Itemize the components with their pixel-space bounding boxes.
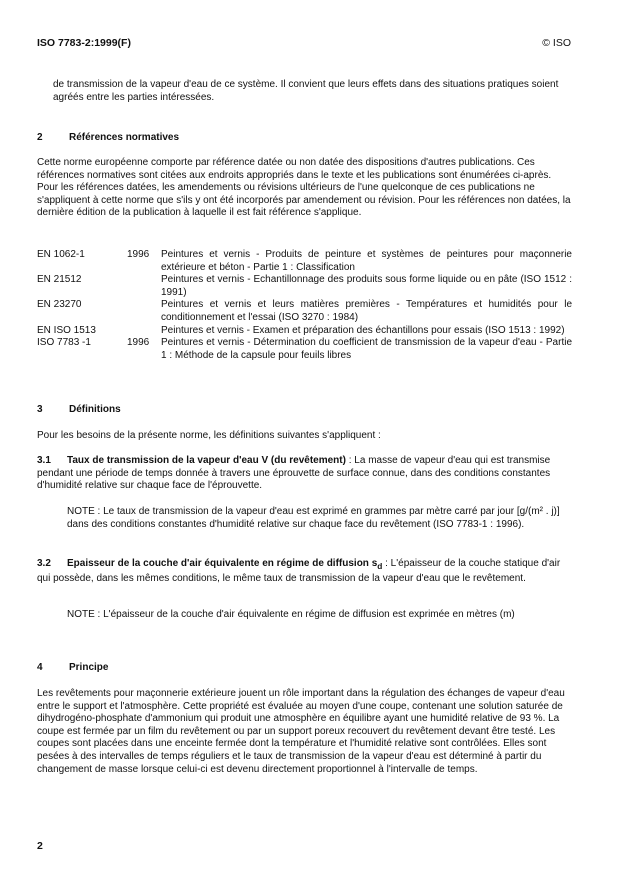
definition-text: : La masse de vapeur d'eau qui est transmise pendant une période de temps donnée à travers une éprouvette de surface connue, dans des conditions constantes d'humidité relative sur chaque face de l'éprouvette. xyxy=(37,455,551,492)
reference-code: EN 1062-1 xyxy=(37,249,85,260)
definition-term-subscript: d xyxy=(377,561,383,571)
section-number: 4 xyxy=(37,662,43,673)
definition-term: Epaisseur de la couche d'air équivalente en régime de diffusion s xyxy=(67,558,378,569)
section-title: Références normatives xyxy=(69,132,180,143)
reference-title: Peintures et vernis - Echantillonnage des produits sous forme liquide ou en pâte (ISO 1512 : 1991) xyxy=(161,274,572,298)
reference-title: Peintures et vernis - Détermination du coefficient de transmission de la vapeur d'eau - Partie 1 : Méthode de la capsule pour feuils libres xyxy=(161,337,572,361)
section-title: Définitions xyxy=(69,404,121,415)
intro-continuation: de transmission de la vapeur d'eau de ce système. Il convient que leurs effets dans des situations pratiques soient agréés entre les parties intéressées. xyxy=(53,79,559,103)
section-3-heading xyxy=(37,404,121,415)
reference-item xyxy=(37,299,572,324)
note-3-2: NOTE : L'épaisseur de la couche d'air équivalente en régime de diffusion est exprimée en mètres (m) xyxy=(67,609,515,620)
definition-number: 3.1 xyxy=(37,455,51,466)
section-title: Principe xyxy=(69,662,109,673)
reference-item xyxy=(37,274,572,299)
definition-term: Taux de transmission de la vapeur d'eau V (du revêtement) xyxy=(67,455,346,466)
reference-item xyxy=(37,337,572,362)
definition-3-2 xyxy=(37,558,572,585)
section-number: 3 xyxy=(37,404,43,415)
reference-title: Peintures et vernis et leurs matières premières - Températures et humidités pour le conditionnement et l'essai (ISO 3270 : 1984) xyxy=(161,299,572,323)
page-number: 2 xyxy=(37,840,43,852)
reference-title: Peintures et vernis - Examen et préparation des échantillons pour essais (ISO 1513 : 1992) xyxy=(161,324,565,336)
section-number: 2 xyxy=(37,132,43,143)
reference-code: ISO 7783 -1 xyxy=(37,337,91,349)
reference-year xyxy=(127,274,161,299)
reference-year xyxy=(127,325,161,338)
section-4-body: Les revêtements pour maçonnerie extérieure jouent un rôle important dans la régulation des échanges de vapeur d'eau entre le support et l'atmosphère. Cette propriété est évaluée au moyen d'une coupe, contenant une solution saturée de dihydrogéno-phosphate d'ammonium qui produit une atmosphère en équilibre ayant une humidité relative de 93 %. La coupe est fermée par un film du revêtement ou par un support poreux recouvert du revêtement devant être testé. Les coupes sont placées dans une enceinte fermée dont la température et l'humidité relative sont contrôlées. Elles sont pesées à des intervalles de temps réguliers et le taux de transmission de la vapeur d'eau est déterminé à partir du changement de masse lorsque celui-ci est devenu directement proportionnel à l'intervalle de temps. xyxy=(37,688,565,775)
reference-code: EN 21512 xyxy=(37,274,82,286)
copyright-mark: © ISO xyxy=(542,37,571,49)
normative-references-list xyxy=(37,249,572,362)
reference-year xyxy=(127,299,161,324)
section-2-body: Cette norme européenne comporte par référence datée ou non datée des dispositions d'autres publications. Ces références normatives sont citées aux endroits appropriés dans le texte et les publications sont énumérées ci-après. Pour les références datées, les amendements ou révisions ultérieurs de l'une quelconque de ces publications ne s'appliquent à cette norme que s'ils y ont été incorporés par amendement ou révision. Pour les références non datées, la dernière édition de la publication à laquelle il est fait référence s'applique. xyxy=(37,157,571,219)
definition-text: : L'épaisseur de la couche statique d'air qui possède, dans les mêmes conditions, le même taux de transmission de la vapeur d'eau que le revêtement. xyxy=(37,558,561,584)
definition-3-1 xyxy=(37,455,572,493)
reference-year: 1996 xyxy=(127,249,150,260)
reference-code: EN ISO 1513 xyxy=(37,324,96,336)
section-3-intro: Pour les besoins de la présente norme, les définitions suivantes s'appliquent : xyxy=(37,430,381,441)
reference-title: Peintures et vernis - Produits de peinture et systèmes de peintures pour maçonnerie extérieure et béton - Partie 1 : Classification xyxy=(161,249,572,273)
reference-item xyxy=(37,325,572,338)
section-4-heading xyxy=(37,662,108,673)
reference-code: EN 23270 xyxy=(37,299,82,311)
reference-item xyxy=(37,249,572,274)
document-id: ISO 7783-2:1999(F) xyxy=(37,37,131,49)
section-2-heading xyxy=(37,132,179,143)
note-3-1: NOTE : Le taux de transmission de la vapeur d'eau est exprimé en grammes par mètre carré par jour [g/(m² . j)] dans des conditions constantes d'humidité relative sur chaque face du revêtement (ISO 7783-1 : 1996). xyxy=(67,506,560,530)
definition-number: 3.2 xyxy=(37,558,51,569)
reference-year: 1996 xyxy=(127,337,150,349)
